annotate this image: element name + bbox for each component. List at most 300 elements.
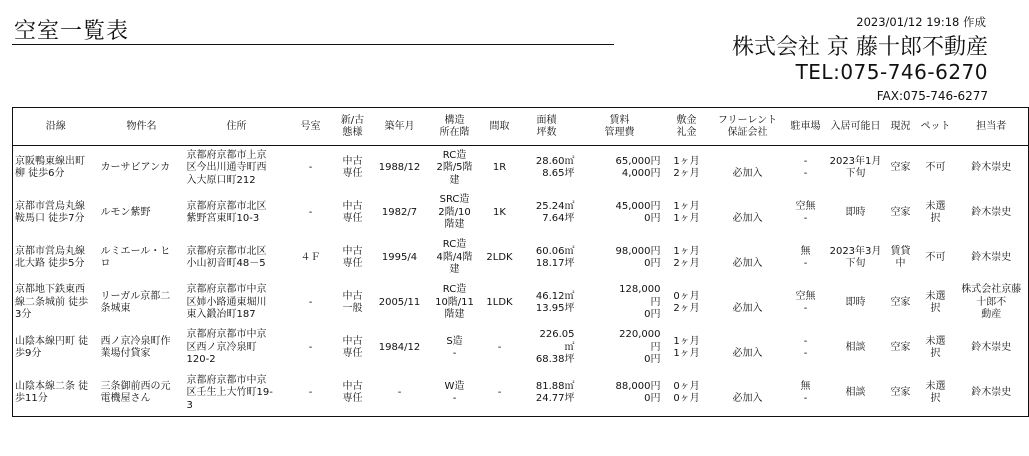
cell-line: 歩11分 [15,393,48,405]
cell-status [885,281,917,326]
column-header [13,108,99,146]
cell-line [13,371,99,417]
cell-line: 必加入 [732,168,763,180]
cell-line: 業場付貸家 [100,348,151,359]
column-header [917,108,955,146]
cell-status [885,236,917,281]
cell-line: 下旬 [845,168,866,180]
cell-line: 98,000円 [615,245,661,257]
cell-structure [427,146,483,191]
cell-parking [785,326,827,371]
cell-line: - [308,206,313,218]
column-header-line: 入居可能日 [830,120,881,132]
cell-line: 柳 徒歩6分 [15,168,65,180]
cell-line: 区姉小路通東堀川 [186,296,267,308]
cell-line: 北大路 徒歩5分 [15,258,85,269]
vacancy-table [12,107,1029,417]
cell-line: 空家 [890,206,911,218]
table-row [13,371,1029,417]
cell-line: 必加入 [732,213,763,224]
cell-line: リーガル京都二 [100,290,171,302]
cell-line: 必加入 [732,303,763,314]
company-name: 株式会社 京 藤十郎不動産 [732,35,988,60]
cell-line: SRC造 [439,194,470,206]
column-header [517,108,577,146]
cell-line: 京都府京都市上京 [186,149,267,161]
cell-layout [483,281,517,326]
cell-line: 0ヶ月 [673,393,700,405]
cell-line: 専任 [342,213,363,224]
cell-line [13,236,99,281]
cell-line: - [803,155,808,167]
cell-line: 即時 [845,296,866,308]
cell-line: 区今出川通寺町西 [186,162,267,173]
column-header-line: 新/古 [340,114,365,126]
cell-line: 0円 [644,354,661,366]
cell-layout [483,191,517,236]
cell-structure [427,281,483,326]
cell-line: 円 [650,341,661,353]
cell-status [885,326,917,371]
cell-line: 鈴木崇史 [971,206,1012,218]
cell-line: 68.38坪 [535,354,575,366]
cell-line: - [497,341,502,353]
cell-line: 鈴木崇史 [971,162,1012,173]
cell-line: RC造 [442,239,467,251]
cell-line: 鞍馬口 徒歩7分 [15,213,85,224]
cell-line: 2階/10 [438,206,471,218]
cell-line: 2023年1月 [829,155,882,167]
cell-structure [427,191,483,236]
cell-line: 択 [930,348,941,359]
cell-name [99,371,185,417]
cell-type [333,236,373,281]
cell-line: 1982/7 [381,206,418,218]
cell-line: - [803,258,808,269]
column-header [333,108,373,146]
cell-line: 空家 [890,296,911,308]
column-header-line: 駐車場 [790,120,821,132]
cell-rent [577,371,663,417]
cell-line: 京都府京都市中京 [186,284,267,296]
cell-line: 即時 [845,206,866,218]
cell-line: 中古 [342,155,363,167]
column-header-line: 敷金 [676,114,697,126]
cell-line: - [803,303,808,314]
cell-staff [955,236,1029,281]
cell-line: 鈴木崇史 [971,251,1012,263]
cell-staff [955,371,1029,417]
table-row [13,191,1029,236]
cell-line: 2階/5階 [436,162,473,173]
cell-area [517,191,577,236]
cell-available [827,326,885,371]
cell-line [13,191,99,236]
cell-line: - [308,162,313,173]
cell-line: 京都地下鉄東西 [15,284,85,296]
company-tel: TEL:075-746-6270 [795,60,988,84]
cell-type [333,146,373,191]
cell-line: 山陰本線円町 徒 [15,335,89,347]
cell-line: 電機屋さん [100,393,151,405]
cell-pet [917,236,955,281]
cell-line: 1LDK [486,296,513,308]
cell-line: 賃貸 [890,245,911,257]
cell-name [99,236,185,281]
cell-staff [955,191,1029,236]
cell-line: 1ヶ月 [673,335,700,347]
cell-room [289,236,333,281]
issued-timestamp: 2023/01/12 19:18 作成 [856,15,986,29]
cell-line: 択 [930,213,941,224]
cell-line: 相談 [845,341,866,353]
cell-line: 建 [449,174,460,186]
cell-available [827,191,885,236]
cell-deposit [663,236,711,281]
cell-line: 専任 [342,348,363,359]
cell-line: 中古 [342,200,363,212]
cell-line: 無 [800,245,811,257]
cell-line: 京阪鴨東線出町 [15,155,85,167]
column-header-line: 坪数 [536,126,557,138]
cell-deposit [663,191,711,236]
cell-line: 鈴木崇史 [971,341,1012,353]
cell-address [185,326,289,371]
cell-line: 専任 [342,393,363,405]
cell-name [99,146,185,191]
cell-line: 区壬生上大竹町19- [186,387,273,398]
cell-line: 中古 [342,380,363,392]
cell-line: 中古 [342,245,363,257]
cell-line [713,156,783,169]
cell-line: 未選 [925,200,946,212]
column-header-line: フリーレント [717,114,778,126]
cell-parking [785,371,827,417]
cell-freerent [711,236,785,281]
cell-line: - [308,387,313,398]
cell-line [13,281,99,326]
cell-line: 8.65坪 [542,168,575,180]
company-fax: FAX:075-746-6277 [876,89,988,103]
cell-address [185,281,289,326]
cell-line: 京都市営烏丸線 [15,245,85,257]
column-header-line: 保証会社 [727,126,768,138]
cell-line: 0ヶ月 [673,380,700,392]
cell-line: - [452,348,457,359]
cell-line: 0円 [644,393,661,405]
cell-line: 空家 [890,341,911,353]
column-header [955,108,1029,146]
cell-line: 3 [186,399,193,411]
cell-line: 88,000円 [615,380,661,392]
cell-room [289,146,333,191]
table-row [13,326,1029,371]
cell-line: 1ヶ月 [673,213,700,224]
cell-type [333,191,373,236]
cell-line: 京都市営烏丸線 [15,200,85,212]
cell-line: 128,000 [619,284,661,296]
cell-freerent [711,191,785,236]
column-header [827,108,885,146]
cell-freerent [711,281,785,326]
column-header-line: 現況 [890,120,911,132]
cell-deposit [663,146,711,191]
column-header [373,108,427,146]
cell-line: - [397,387,402,398]
cell-line: 中 [895,258,906,269]
cell-line: 65,000円 [615,155,661,167]
column-header-line: 礼金 [676,126,697,138]
cell-line: 必加入 [732,393,763,405]
cell-line: 円 [650,296,661,308]
cell-line: 10階/11 [435,296,474,308]
cell-line: 2ヶ月 [673,168,700,180]
cell-area [517,326,577,371]
cell-layout [483,326,517,371]
column-header-line: 面積 [536,114,557,126]
cell-line: 空無 [795,200,816,212]
cell-line: 0ヶ月 [673,290,700,302]
cell-line: 一般 [342,303,363,314]
cell-line: 220,000 [619,329,661,341]
cell-line: 1K [493,206,506,218]
cell-type [333,371,373,417]
cell-line: S造 [446,335,463,347]
cell-line: 1ヶ月 [673,155,700,167]
table-body [13,146,1029,417]
cell-built [373,326,427,371]
column-header-line: 賃料 [609,114,630,126]
cell-line: 区西ノ京冷泉町 [186,341,257,353]
cell-line: 必加入 [732,348,763,359]
cell-pet [917,191,955,236]
table-header-row [13,108,1029,146]
cell-staff [955,326,1029,371]
cell-rent [577,236,663,281]
cell-rent [577,146,663,191]
column-header [289,108,333,146]
cell-line: 226.05 [539,329,575,341]
cell-line: 空無 [795,290,816,302]
column-header-line: 間取 [489,120,510,132]
cell-name [99,191,185,236]
cell-line: 専任 [342,168,363,180]
cell-line: 1ヶ月 [673,348,700,359]
cell-line: 階建 [444,219,465,231]
column-header-line: ペット [920,120,951,132]
column-header-line: 物件名 [126,120,157,132]
column-header-line: 住所 [226,120,247,132]
cell-line: 山陰本線二条 徒 [15,380,89,392]
cell-staff [955,281,1029,326]
cell-line: 未選 [925,335,946,347]
cell-area [517,236,577,281]
column-header [577,108,663,146]
cell-line: 下旬 [845,258,866,269]
cell-line: 択 [930,303,941,314]
cell-line: 1ヶ月 [673,245,700,257]
cell-line: 2LDK [486,251,513,263]
cell-line: 18.17坪 [535,258,575,269]
cell-line: 建 [449,264,460,276]
cell-line: 必加入 [732,258,763,269]
cell-structure [427,371,483,417]
cell-address [185,236,289,281]
cell-structure [427,236,483,281]
cell-line: 階建 [444,309,465,321]
cell-type [333,281,373,326]
column-header [785,108,827,146]
cell-line: 1988/12 [378,162,421,173]
cell-line [713,381,783,394]
column-header [885,108,917,146]
column-header-line: 態様 [342,126,363,138]
cell-line: 紫野宮東町10-3 [186,213,260,224]
cell-line: 60.06㎡ [535,245,575,257]
cell-address [185,146,289,191]
cell-layout [483,146,517,191]
cell-line: 2023年3月 [829,245,882,257]
cell-available [827,371,885,417]
cell-status [885,191,917,236]
column-header-line: 担当者 [976,120,1007,132]
cell-line: 1ヶ月 [673,200,700,212]
cell-room [289,281,333,326]
cell-freerent [711,146,785,191]
column-header [427,108,483,146]
cell-built [373,281,427,326]
cell-layout [483,371,517,417]
cell-line: 株式会社京藤十郎不 [961,284,1022,308]
cell-line: 45,000円 [615,200,661,212]
cell-line: 2ヶ月 [673,303,700,314]
cell-line: ルミエール・ヒ [100,245,171,257]
cell-line: 未選 [925,380,946,392]
column-header-line: 号室 [300,120,321,132]
cell-built [373,146,427,191]
table-row [13,236,1029,281]
column-header-line: 構造 [444,114,465,126]
cell-deposit [663,281,711,326]
cell-built [373,191,427,236]
cell-line: 1984/12 [378,341,421,353]
cell-parking [785,146,827,191]
cell-line: - [803,348,808,359]
cell-line: - [497,387,502,398]
cell-line: - [803,335,808,347]
cell-line: 条城東 [100,303,131,314]
cell-line: - [803,393,808,405]
column-header-line: 築年月 [384,120,415,132]
cell-line: 13.95坪 [535,303,575,314]
cell-room [289,326,333,371]
cell-line: 3分 [15,309,32,321]
cell-line: RC造 [442,149,467,161]
cell-freerent [711,326,785,371]
table-row [13,281,1029,326]
cell-line [713,201,783,214]
column-header [185,108,289,146]
cell-line: 0円 [644,258,661,269]
title-underline [12,44,614,45]
cell-parking [785,191,827,236]
cell-line: 小山初音町48－5 [186,258,266,269]
cell-built [373,371,427,417]
cell-line: 1995/4 [381,251,418,263]
cell-line: 120-2 [186,354,216,366]
cell-line: 25.24㎡ [535,200,575,212]
cell-line: 0円 [644,309,661,321]
column-header [711,108,785,146]
cell-line: 動産 [981,309,1002,321]
cell-line: - [308,341,313,353]
cell-status [885,146,917,191]
cell-rent [577,326,663,371]
cell-deposit [663,326,711,371]
cell-line: 択 [930,393,941,405]
cell-line: 京都府京都市北区 [186,245,267,257]
cell-line: 入大原口町212 [186,174,256,186]
column-header [99,108,185,146]
cell-layout [483,236,517,281]
cell-line: 0円 [644,213,661,224]
cell-name [99,281,185,326]
cell-line: 46.12㎡ [535,290,575,302]
cell-line: 4,000円 [621,168,661,180]
cell-line: 不可 [925,162,946,173]
cell-status [885,371,917,417]
cell-line: RC造 [442,284,467,296]
cell-line: 鈴木崇史 [971,387,1012,398]
cell-pet [917,146,955,191]
cell-line: 三条御前西の元 [100,380,171,392]
cell-line [713,291,783,304]
cell-structure [427,326,483,371]
cell-parking [785,281,827,326]
cell-line: - [308,296,313,308]
column-header [663,108,711,146]
cell-line [13,146,99,191]
column-header-line: 管理費 [604,126,635,138]
cell-pet [917,326,955,371]
cell-built [373,236,427,281]
cell-line: 西ノ京冷泉町作 [100,335,171,347]
cell-line: 中古 [342,290,363,302]
cell-available [827,146,885,191]
cell-rent [577,281,663,326]
cell-room [289,371,333,417]
cell-available [827,281,885,326]
cell-line: - [803,168,808,180]
cell-line [713,246,783,259]
cell-line: 4階/4階 [436,251,473,263]
cell-staff [955,146,1029,191]
cell-available [827,236,885,281]
cell-line [13,326,99,371]
cell-line: 京都府京都市中京 [186,374,267,386]
cell-line: 24.77坪 [535,393,575,405]
cell-line: 線二条城前 徒歩 [15,296,89,308]
column-header-line: 沿線 [45,120,66,132]
cell-address [185,191,289,236]
cell-room [289,191,333,236]
cell-line: 京都府京都市北区 [186,200,267,212]
cell-line: ４Ｆ [300,251,321,263]
cell-line: ルモン紫野 [100,206,151,218]
cell-name [99,326,185,371]
cell-line: 相談 [845,387,866,398]
cell-line: ロ [100,258,111,269]
